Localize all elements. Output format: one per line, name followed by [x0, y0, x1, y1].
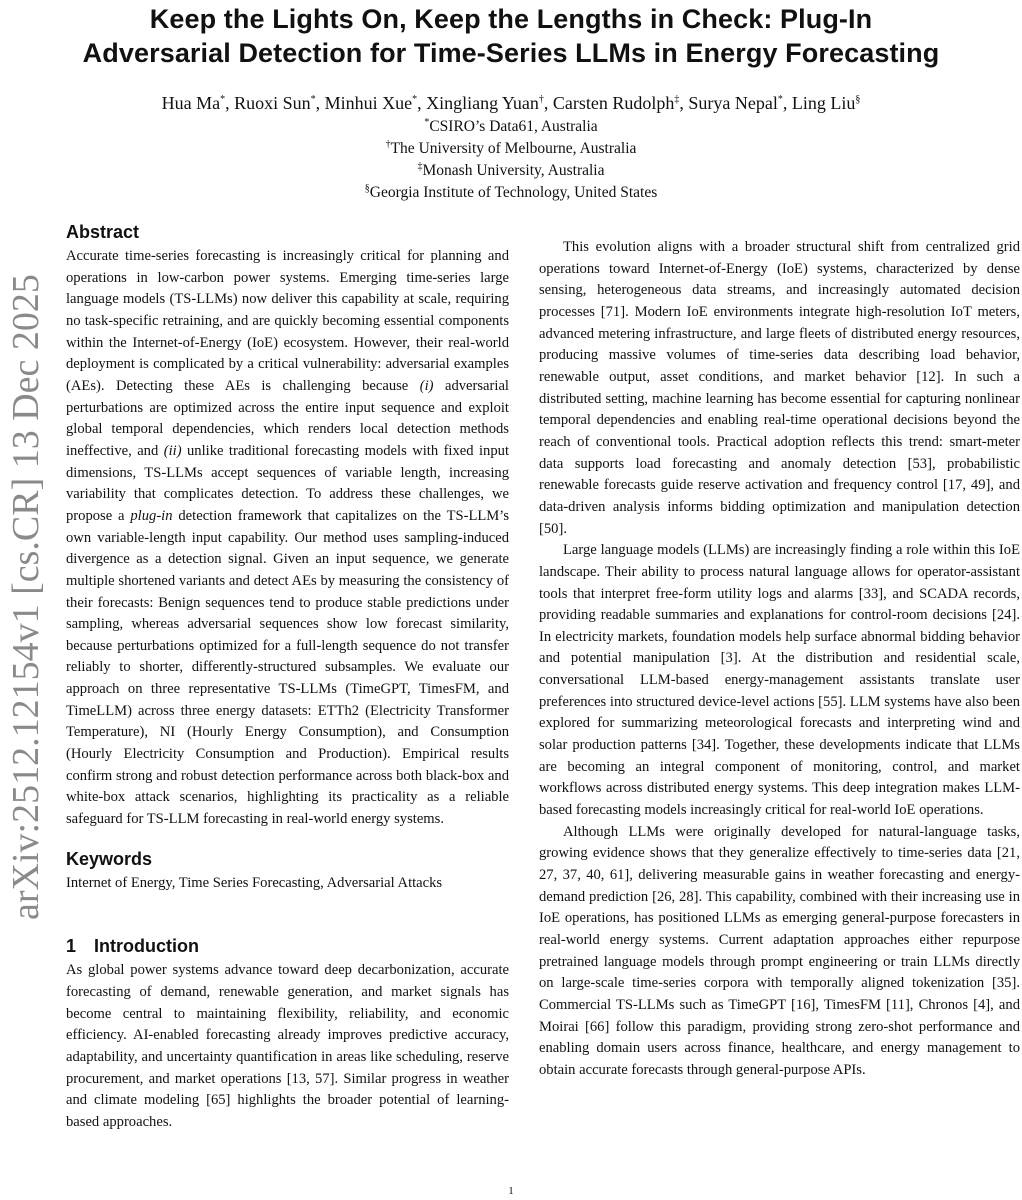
intro-paragraph: This evolution aligns with a broader structural shift from centralized grid operations toward Internet-of-Energy (IoE) systems, characterized by dense sensing, heterogeneous data streams, and increasingly automated decision processes [71]. Modern IoE environments integrate high-resolution IoT meters, advanced metering infrastructure, and large fleets of distributed energy resources, producing massive volumes of time-series data describing load behavior, renewable output, asset conditions, and market behavior [12]. In such a distributed setting, machine learning has become essential for capturing nonlinear temporal dependencies and enabling real-time operational decisions beyond the reach of conventional tools. Practical adoption reflects this trend: smart-meter data supports load forecasting and anomaly detection [53], probabilistic renewable forecasts guide reserve activation and frequency control [17, 49], and data-driven analysis informs bidding optimization and manipulation detection [50].: [539, 239, 1020, 537]
arxiv-identifier: arXiv:2512.12154v1 [cs.CR] 13 Dec 2025: [5, 274, 47, 920]
right-column: [539, 237, 1020, 1082]
introduction-heading: 1 Introduction: [66, 936, 199, 957]
author: Ruoxi Sun*: [234, 93, 316, 113]
author: Surya Nepal*: [688, 93, 783, 113]
author: Ling Liu§: [791, 93, 861, 113]
abstract-heading: Abstract: [66, 222, 140, 242]
author: Hua Ma*: [161, 93, 226, 113]
affiliation: §Georgia Institute of Technology, United States: [364, 182, 658, 201]
intro-paragraph: Large language models (LLMs) are increasingly finding a role within this IoE landscape. Their ability to process natural language allows for operator-assistant tools that interpret free-form utility logs and alarms [33], and SCADA records, providing readable summaries and explanations for control-room decisions [24]. In electricity markets, foundation models help surface abnormal bidding behavior and potential manipulation [3]. At the distribution and residential scale, conversational LLM-based energy-management assistants translate user preferences into structured device-level actions [55]. LLM systems have also been explored for summarizing meteorological forecasts and interpreting wind and solar production patterns [34]. Together, these developments indicate that LLMs are becoming an integral component of monitoring, control, and market workflows across distributed energy systems. This deep integration makes LLM-based forecasting models increasingly critical for real-world IoE operations.: [539, 542, 1021, 819]
affiliation-list: [0, 116, 1022, 204]
intro-paragraph: As global power systems advance toward deep decarbonization, accurate forecasting of demand, renewable generation, and market signals has become central to maintaining flexibility, reliability, and economic efficiency. AI-enabled forecasting already improves predictive accuracy, adaptability, and uncertainty quantification in areas like scheduling, reserve procurement, and market operations [13, 57]. Similar progress in weather and climate modeling [65] highlights the broader potential of learning-based approaches.: [66, 962, 509, 1130]
author: Carsten Rudolph‡: [552, 93, 680, 113]
abstract-text: Accurate time-series forecasting is increasingly critical for planning and operations in low-carbon power systems. Emerging time-series large language models (TS-LLMs) now deliver this capability at scale, requiring no task-specific retraining, and are quickly becoming essential components within the Internet-of-Energy (IoE) ecosystem. However, their real-world deployment is complicated by a critical vulnerability: adversarial examples (AEs). Detecting these AEs is challenging because (i) adversarial perturbations are optimized across the entire input sequence and exploit global temporal dependencies, which renders local detection methods ineffective, and (ii) unlike traditional forecasting models with fixed input dimensions, TS-LLMs accept sequences of variable length, increasing variability that complicates detection. To address these challenges, we propose a plug-in detection framework that capitalizes on the TS-LLM’s own variable-length input capability. Our method uses sampling-induced divergence as a detection signal. Given an input sequence, we generate multiple shortened variants and detect AEs by measuring the consistency of their forecasts: Benign sequences tend to produce stable predictions under sampling, whereas adversarial sequences show low forecast similarity, because perturbations optimized for a full-length sequence do not transfer reliably to shorter, differently-structured subsamples. We evaluate our approach on three representative TS-LLMs (TimeGPT, TimesFM, and TimeLLM) across three energy datasets: ETTh2 (Electricity Transformer Temperature), NI (Hourly Energy Consumption), and Consumption (Hourly Electricity Consumption and Production). Empirical results confirm strong and robust detection performance across both black-box and white-box attack scenarios, highlighting its practicality as a reliable safeguard for TS-LLM forecasting in real-world energy systems.: [66, 248, 509, 828]
paper-title: [0, 2, 1022, 70]
affiliation: ‡Monash University, Australia: [417, 160, 605, 179]
author-list: Hua Ma*, Ruoxi Sun*, Minhui Xue*, Xingliang Yuan†, Carsten Rudolph‡, Surya Nepal*, Ling Liu§: [161, 93, 861, 113]
left-column: [66, 218, 509, 1134]
title-line-2: Adversarial Detection for Time-Series LLMs in Energy Forecasting: [82, 38, 940, 68]
affiliation: *CSIRO’s Data61, Australia: [424, 116, 598, 135]
author: Minhui Xue*: [324, 93, 418, 113]
title-line-1: Keep the Lights On, Keep the Lengths in Check: Plug-In: [149, 4, 873, 34]
affiliation: †The University of Melbourne, Australia: [385, 138, 637, 157]
keywords-text: Internet of Energy, Time Series Forecasting, Adversarial Attacks: [66, 874, 443, 891]
author: Xingliang Yuan†: [426, 93, 544, 113]
page-number: 1: [508, 1185, 514, 1197]
keywords-heading: Keywords: [66, 848, 153, 869]
intro-paragraph: Although LLMs were originally developed for natural-language tasks, growing evidence shows that they generalize effectively to time-series data [21, 27, 37, 40, 61], delivering measurable gains in weather forecasting and energy-demand prediction [26, 28]. This capability, combined with their increasing use in IoE operations, has positioned LLMs as emerging general-purpose forecasters in real-world energy systems. Current adaptation approaches either repurpose pretrained language models through prompt engineering or train LLMs directly on large-scale time-series corpora with temporally aligned tokenization [35]. Commercial TS-LLMs such as TimeGPT [16], TimesFM [11], Chronos [4], and Moirai [66] follow this paradigm, providing strong zero-shot performance and enabling domain users across finance, healthcare, and energy management to obtain accurate forecasts through general-purpose APIs.: [539, 823, 1020, 1078]
